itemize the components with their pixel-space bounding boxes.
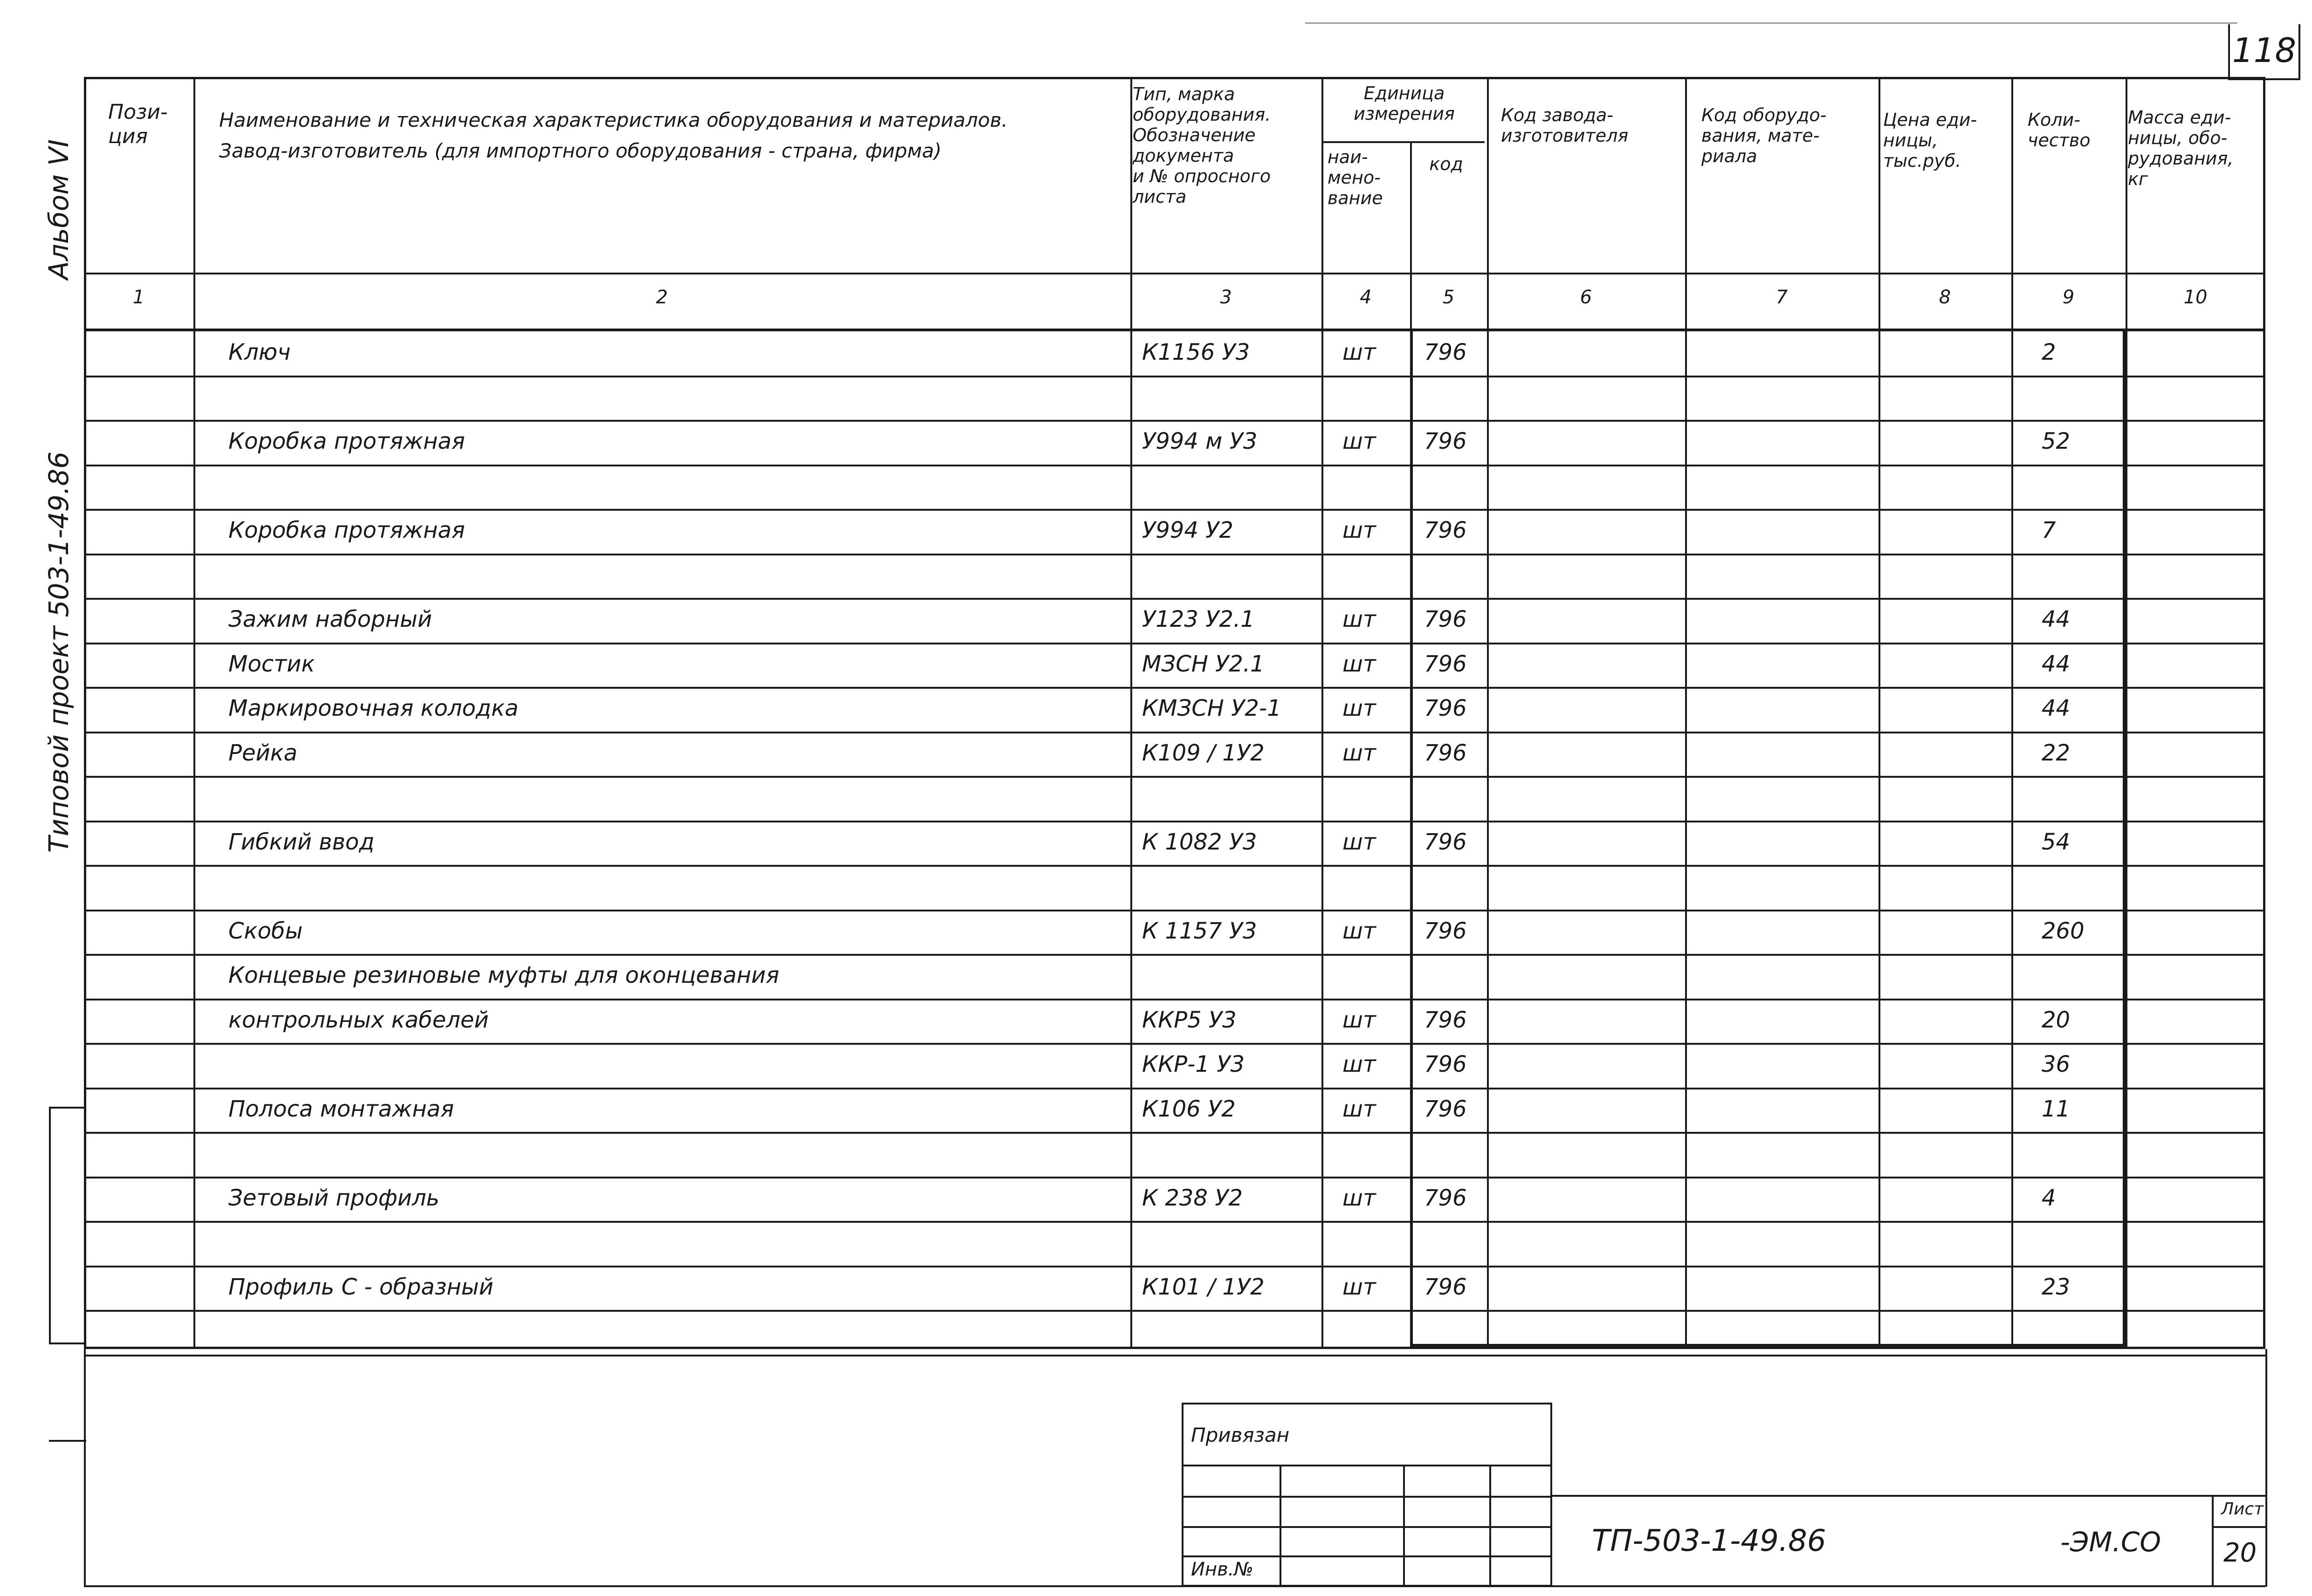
sheet-corner-number: 118 [2232,31,2297,70]
row-unit: шт [1342,428,1376,454]
column-number: 8 [1939,287,1951,308]
row-type: КМЗСН У2-1 [1142,695,1281,721]
row-name: Профиль С - образный [228,1274,494,1300]
row-code: 796 [1424,829,1467,855]
column-separator [1130,77,1132,1349]
row-unit: шт [1342,606,1376,632]
header-unit-mass: Масса еди- ницы, обо- рудования, кг [2128,107,2234,189]
row-type: К 238 У2 [1142,1185,1243,1211]
row-name: Концевые резиновые муфты для оконцевания [228,962,779,988]
row-unit: шт [1342,339,1376,365]
row-unit: шт [1342,1185,1376,1211]
column-separator [2126,77,2127,1349]
side-label-album: Альбом VI [43,139,75,280]
row-type: У994 У2 [1142,517,1233,543]
row-type: К 1157 У3 [1142,918,1257,944]
sheet-label: Лист [2221,1500,2264,1519]
row-unit: шт [1342,1051,1376,1077]
row-quantity: 54 [2042,829,2071,855]
row-line [84,1355,2265,1356]
row-name: контрольных кабелей [228,1007,489,1033]
header-plant-code: Код завода- изготовителя [1501,105,1629,146]
row-type: МЗСН У2.1 [1142,651,1265,677]
top-faint-line [1305,22,2237,24]
row-type: К106 У2 [1142,1096,1236,1122]
row-type: ККР5 У3 [1142,1007,1237,1033]
row-code: 796 [1424,918,1467,944]
column-number: 9 [2062,287,2075,308]
header-material-code: Код оборудо- вания, мате- риала [1701,105,1827,166]
column-number: 5 [1442,287,1455,308]
row-name: Рейка [228,740,298,766]
row-unit: шт [1342,695,1376,721]
row-code: 796 [1424,651,1467,677]
column-number: 6 [1580,287,1592,308]
row-quantity: 4 [2042,1185,2056,1211]
column-number: 3 [1220,287,1232,308]
header-unit-price: Цена еди- ницы, тыс.руб. [1883,110,1977,171]
stamp-vline-3 [1489,1465,1491,1587]
row-quantity: 44 [2042,651,2071,677]
row-code: 796 [1424,339,1467,365]
header-unit-code: код [1429,154,1463,174]
sheet-number: 20 [2223,1538,2257,1568]
row-quantity: 260 [2042,918,2085,944]
header-bottom-line [84,273,2265,274]
thick-region-border [1410,329,2126,1347]
title-block-top-line [1552,1495,2265,1497]
left-margin-tick [49,1440,86,1442]
unit-subheader-line [1321,141,1485,143]
row-type: К101 / 1У2 [1142,1274,1265,1300]
column-number: 7 [1775,287,1788,308]
row-code: 796 [1424,606,1467,632]
row-quantity: 20 [2042,1007,2071,1033]
row-code: 796 [1424,1007,1467,1033]
row-quantity: 22 [2042,740,2071,766]
header-unit-group: Единица измерения [1354,83,1455,124]
row-type: К 1082 У3 [1142,829,1257,855]
row-name: Маркировочная колодка [228,695,519,721]
header-quantity: Коли- чество [2028,110,2091,151]
row-name: Полоса монтажная [228,1096,454,1122]
row-quantity: 36 [2042,1051,2071,1077]
column-number: 2 [656,287,668,308]
stamp-attached-label: Привязан [1191,1424,1290,1446]
row-type: К109 / 1У2 [1142,740,1265,766]
row-quantity: 44 [2042,695,2071,721]
row-name: Мостик [228,651,315,677]
row-unit: шт [1342,1007,1376,1033]
column-number: 1 [132,287,145,308]
stamp-suffix: -ЭМ.СО [2060,1526,2161,1558]
row-name: Зажим наборный [228,606,432,632]
row-unit: шт [1342,1096,1376,1122]
stamp-vline-1 [1280,1465,1281,1587]
header-position: Пози- ция [108,100,168,148]
row-quantity: 2 [2042,339,2056,365]
title-block-right-line [2265,1349,2267,1587]
row-name: Ключ [228,339,291,365]
row-name: Скобы [228,918,303,944]
header-unit-name: наи- мено- вание [1328,147,1383,208]
stamp-vline-2 [1403,1465,1405,1587]
row-name: Гибкий ввод [228,829,375,855]
row-unit: шт [1342,1274,1376,1300]
column-number: 10 [2183,287,2208,308]
stamp-inventory-label: Инв.№ [1191,1559,1253,1580]
column-number: 4 [1360,287,1372,308]
stamp-line-4 [1182,1555,1552,1557]
stamp-designation: ТП-503-1-49.86 [1592,1524,1826,1558]
row-type: У994 м У3 [1142,428,1258,454]
title-block-bottom-line [84,1585,2265,1587]
row-type: У123 У2.1 [1142,606,1255,632]
row-code: 796 [1424,1274,1467,1300]
sheet-box-divider [2212,1526,2265,1528]
stamp-line-1 [1182,1465,1552,1466]
row-quantity: 7 [2042,517,2056,543]
row-type: ККР-1 У3 [1142,1051,1245,1077]
header-name: Наименование и техническая характеристика оборудования и материалов. Завод-изготовитель (для импортного оборудования - страна, фирма) [219,109,1008,162]
stamp-line-3 [1182,1526,1552,1528]
row-code: 796 [1424,740,1467,766]
row-quantity: 44 [2042,606,2071,632]
left-frame-extension [84,1349,86,1587]
row-unit: шт [1342,829,1376,855]
row-unit: шт [1342,918,1376,944]
row-code: 796 [1424,1185,1467,1211]
side-label-project: Типовой проект 503-1-49.86 [43,452,75,853]
row-code: 796 [1424,695,1467,721]
row-name: Коробка протяжная [228,517,465,543]
sheet-corner-box [2228,24,2300,80]
left-margin-bracket [49,1107,86,1344]
row-quantity: 52 [2042,428,2071,454]
row-unit: шт [1342,517,1376,543]
row-unit: шт [1342,651,1376,677]
row-type: К1156 У3 [1142,339,1250,365]
row-code: 796 [1424,1051,1467,1077]
row-unit: шт [1342,740,1376,766]
column-separator [193,77,195,1349]
row-code: 796 [1424,517,1467,543]
column-separator [1321,77,1323,1349]
header-type: Тип, марка оборудования. Обозначение документа и № опросного листа [1133,84,1271,207]
row-code: 796 [1424,1096,1467,1122]
row-code: 796 [1424,428,1467,454]
stamp-line-2 [1182,1496,1552,1498]
row-quantity: 11 [2042,1096,2071,1122]
row-name: Коробка протяжная [228,428,465,454]
row-quantity: 23 [2042,1274,2071,1300]
row-name: Зетовый профиль [228,1185,440,1211]
